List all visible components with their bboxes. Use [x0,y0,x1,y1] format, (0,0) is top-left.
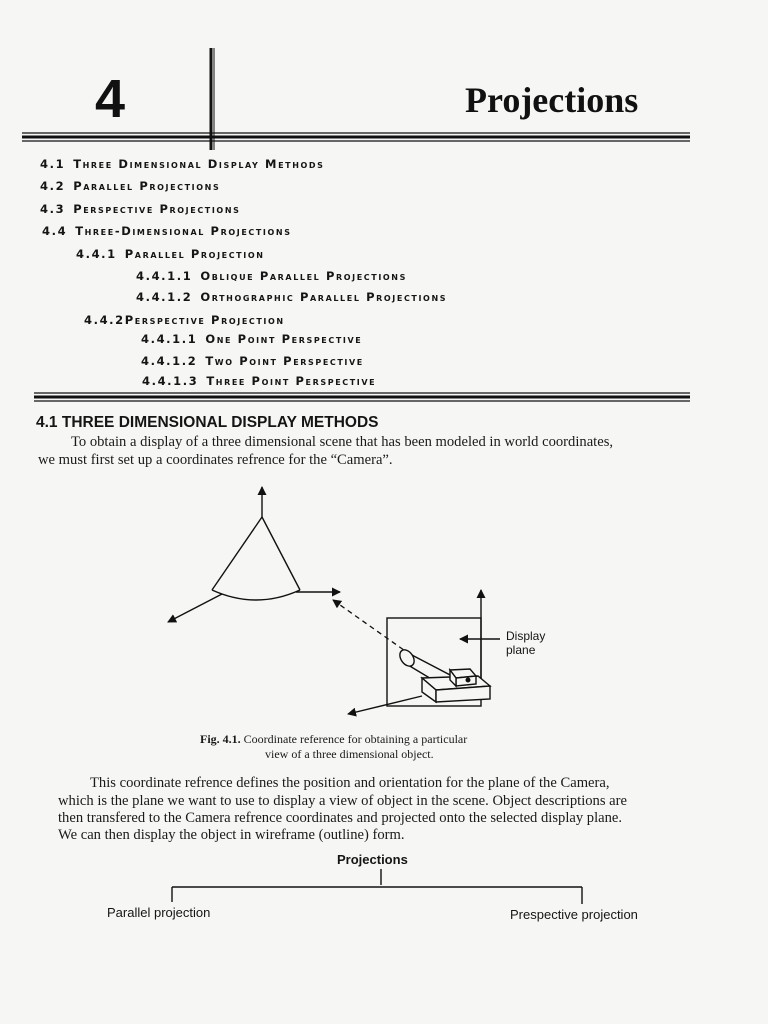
toc-entry [141,334,362,346]
tree-root-label: Projections [337,852,408,867]
toc-entry [136,271,407,283]
body-line: which is the plane we want to use to display a view of object in the scene. Object descriptions are [58,793,627,809]
body-line: We can then display the object in wireframe (outline) form. [58,827,405,843]
camera-cone [212,517,300,600]
body-line: This coordinate refrence defines the position and orientation for the plane of the Camera, [90,775,610,791]
section-heading: 4.1 THREE DIMENSIONAL DISPLAY METHODS [36,414,379,431]
toc-number: 4.4 [42,224,68,238]
body-line: then transfered to the Camera refrence coordinates and projected onto the selected display plane. [58,810,623,826]
toc-number: 4.4.1.2 [141,354,198,368]
toc-entry [141,356,364,368]
chapter-number: 4 [95,69,126,129]
toc-entry [40,159,325,171]
figure-camera-diagram [0,470,768,730]
toc-text: Oblique Parallel Projections [200,269,407,283]
toc-entry [136,292,447,304]
display-label-line: plane [506,643,536,657]
caption-text: Coordinate reference for obtaining a particular [243,732,468,746]
toc-entry [76,249,265,261]
toc-text: Three Dimensional Display Methods [73,157,325,171]
3d-object [397,647,490,702]
tree-left-label: Parallel projection [107,905,211,920]
toc-text: Two Point Perspective [205,354,364,368]
toc-entry [42,226,292,238]
camera-axes [168,487,340,622]
toc-number: 4.4.1.2 [136,290,193,304]
toc-number: 4.4.1.1 [136,269,193,283]
toc-number: 4.2 [40,179,66,193]
toc-entry [40,204,241,216]
toc-number: 4.4.1.1 [141,332,198,346]
display-label-line: Display [506,629,546,643]
toc-text: Three-Dimensional Projections [75,224,292,238]
intro-line: we must first set up a coordinates refrence for the “Camera”. [38,452,393,468]
tree-right-label: Prespective projection [510,907,638,922]
intro-line: To obtain a display of a three dimensional scene that has been modeled in world coordinates, [71,434,614,450]
toc-text: Parallel Projection [124,247,265,261]
toc-number: 4.3 [40,202,66,216]
figure-caption [200,732,467,747]
toc-number: 4.4.2 [84,313,125,327]
toc-text: Perspective Projection [124,313,285,327]
toc-text: Parallel Projections [73,179,221,193]
toc-number: 4.1 [40,157,66,171]
toc-number: 4.4.1.3 [142,374,199,388]
toc-text: Three Point Perspective [206,374,377,388]
toc-number: 4.4.1 [76,247,117,261]
chapter-title: Projections [465,80,639,120]
toc-entry [40,181,220,193]
figure-caption-line2: view of a three dimensional object. [265,747,434,761]
toc-text: Orthographic Parallel Projections [200,290,448,304]
toc-entry [142,376,376,388]
display-plane-label [506,629,545,657]
toc-entry [84,315,285,327]
toc-text: One Point Perspective [205,332,363,346]
caption-label: Fig. 4.1. [200,732,241,746]
toc-text: Perspective Projections [73,202,241,216]
